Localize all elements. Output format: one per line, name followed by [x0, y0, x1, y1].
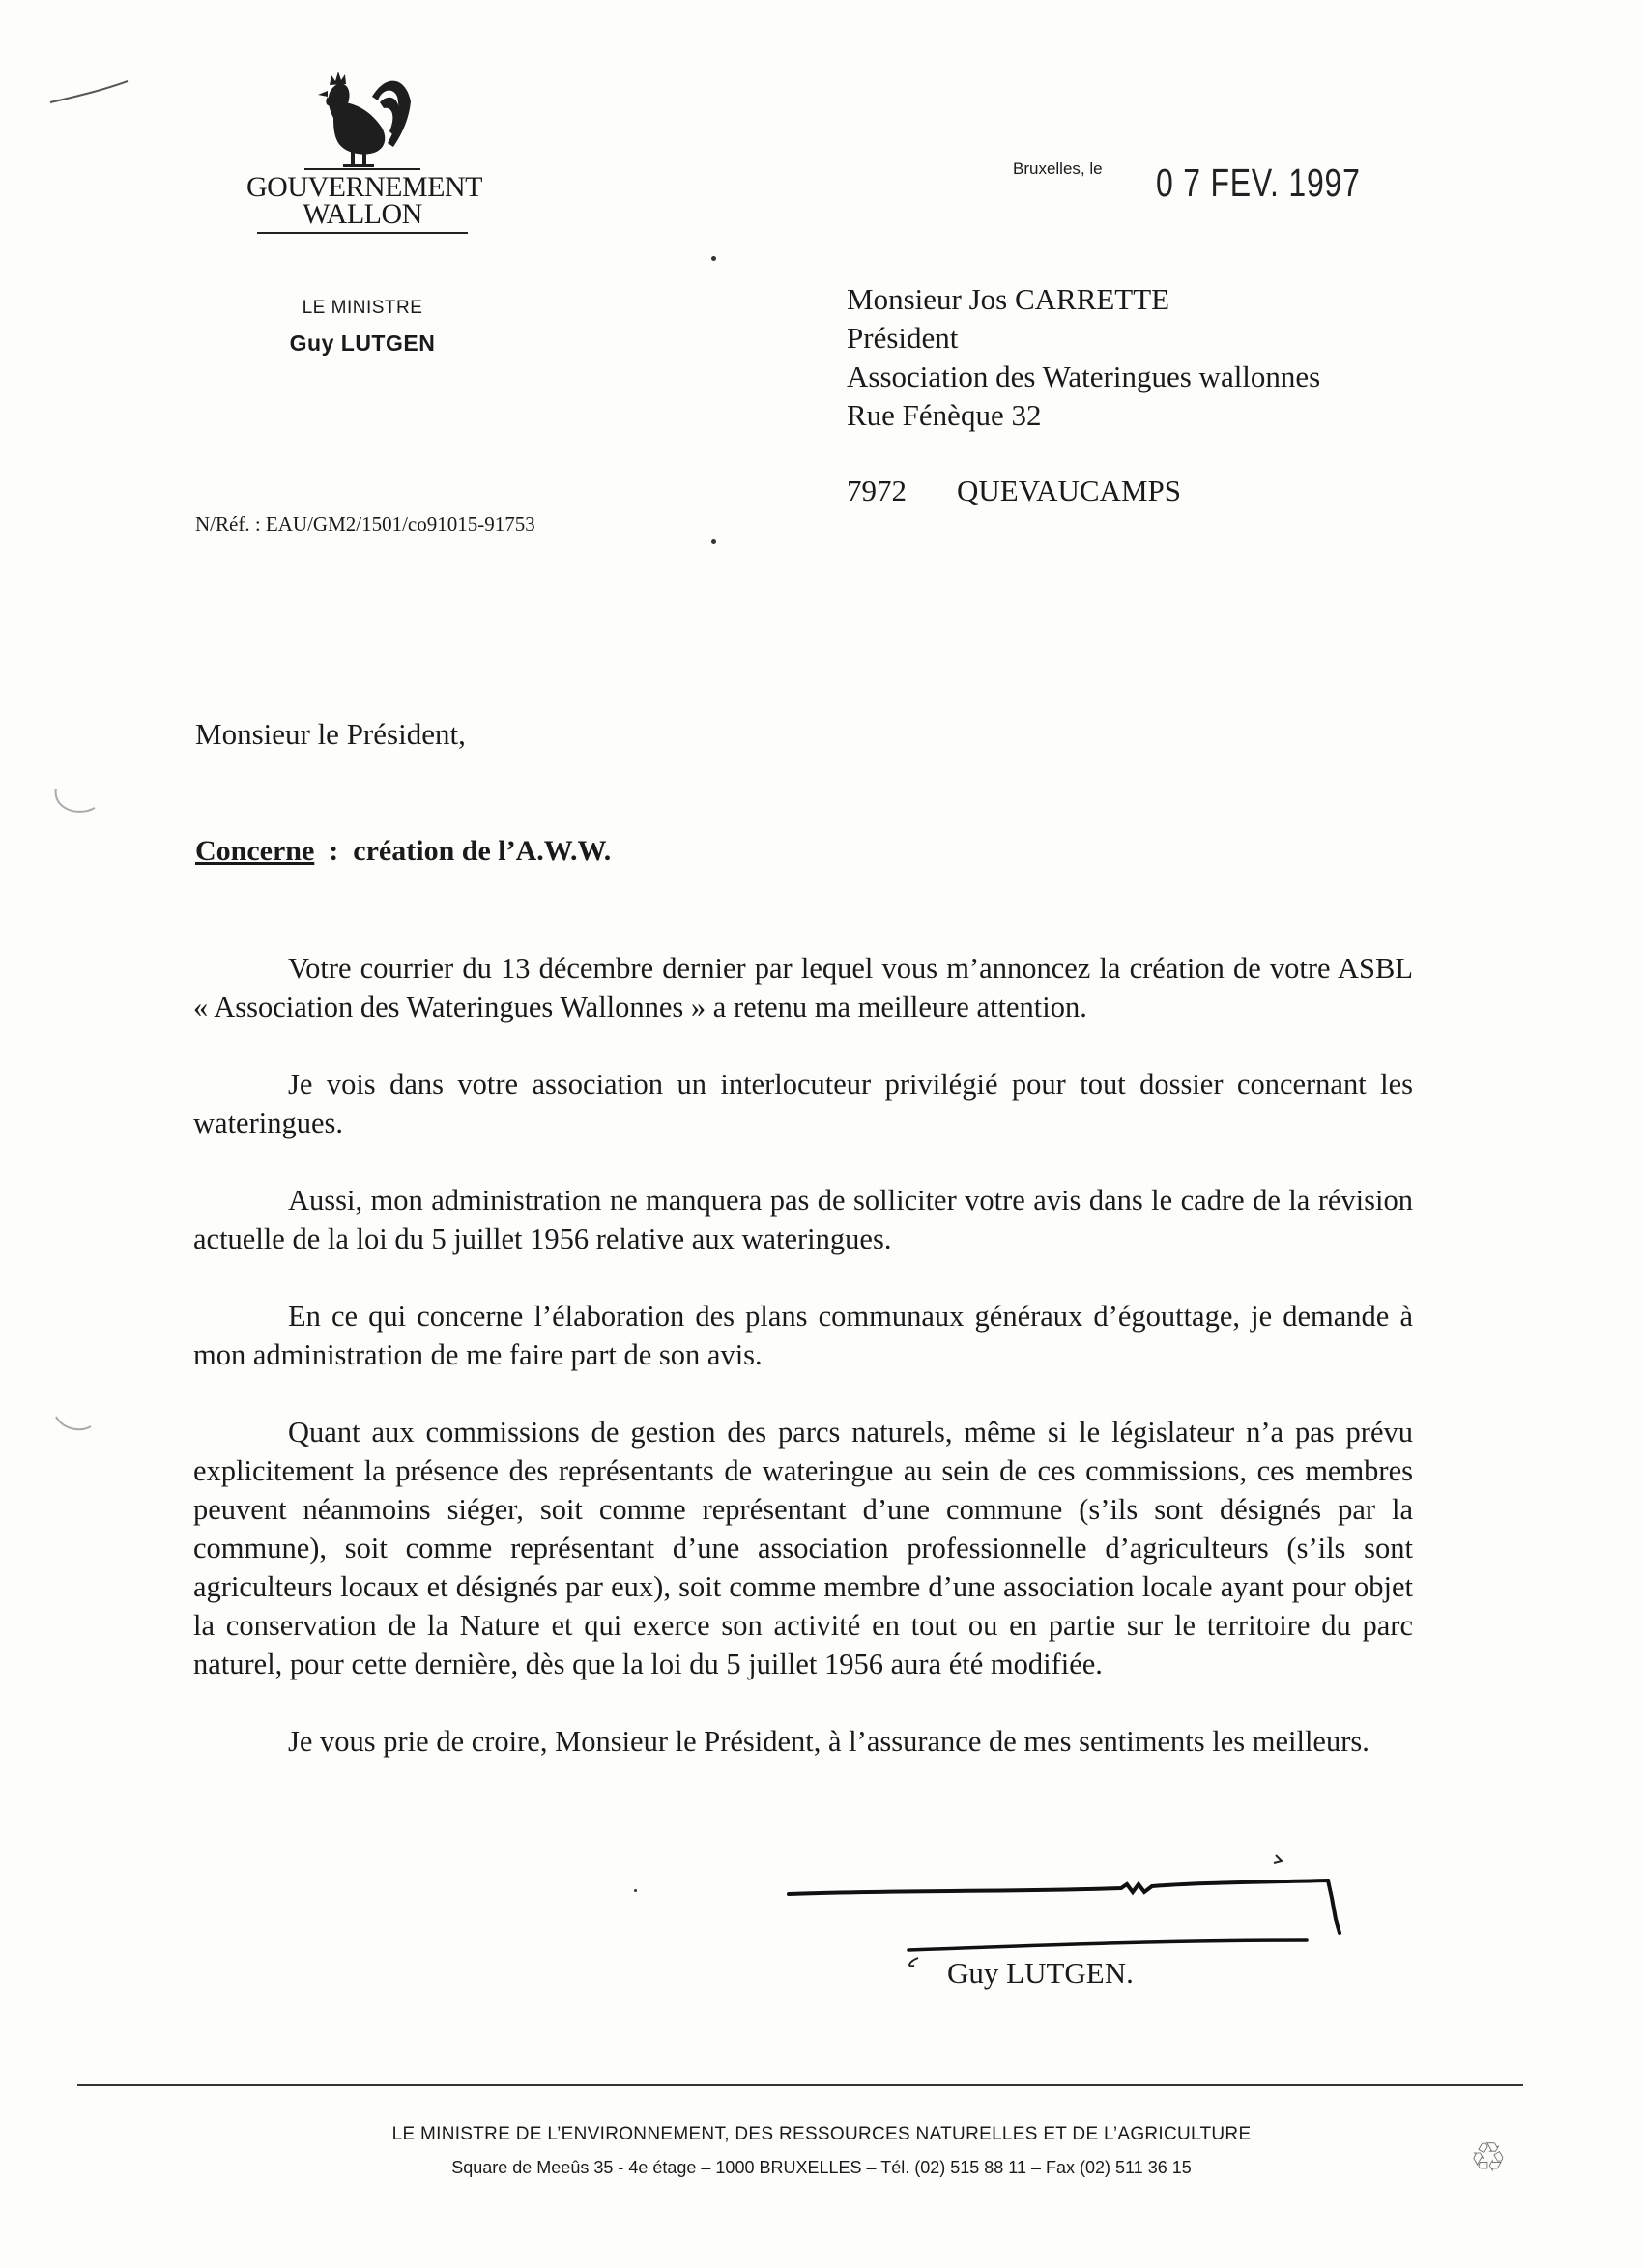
letter-body	[193, 949, 1413, 1799]
body-paragraph: Quant aux commissions de gestion des parcs naturels, même si le législateur n’a pas prévu explicitement la présence des représentants de wateringue au sein de ces commissions, ces membres peuvent néanmoins siéger, soit comme représentant d’une commune (s’ils sont désignés par la commune), soit comme représentant d’une association professionnelle d’agriculteurs (s’ils sont agriculteurs locaux et désignés par eux), soit comme membre d’une association locale ayant pour objet la conservation de la Nature et qui exerce son activité en tout ou en partie sur le territoire du parc naturel, pour cette dernière, dès que la loi du 5 juillet 1956 aura été modifiée.	[193, 1416, 1413, 1680]
footer-rule	[77, 2084, 1523, 2086]
subject-text: création de l’A.W.W.	[353, 835, 612, 867]
scan-dot	[711, 539, 716, 544]
minister-name: Guy LUTGEN	[289, 330, 436, 356]
letterhead-rule	[257, 232, 468, 234]
footer-address: Square de Meeûs 35 - 4e étage – 1000 BRUXELLES – Tél. (02) 515 88 11 – Fax (02) 511 36 15	[451, 2158, 1192, 2177]
recipient-city: QUEVAUCAMPS	[957, 474, 1181, 507]
subject-label: Concerne	[195, 835, 315, 867]
recipient-name: Monsieur Jos CARRETTE	[847, 282, 1170, 316]
footer-ministry: LE MINISTRE DE L’ENVIRONNEMENT, DES RESSOURCES NATURELLES ET DE L’AGRICULTURE	[391, 2124, 1252, 2144]
body-paragraph: Je vous prie de croire, Monsieur le Président, à l’assurance de mes sentiments les meilleurs.	[288, 1725, 1369, 1758]
body-paragraph: Je vois dans votre association un interlocuteur privilégié pour tout dossier concernant les wateringues.	[193, 1068, 1413, 1139]
government-name-line1: GOUVERNEMENT	[246, 171, 482, 203]
handwritten-signature	[773, 1844, 1372, 1969]
recipient-postcode: 7972	[847, 474, 907, 507]
government-name-line2: WALLON	[303, 198, 422, 230]
scan-mark	[46, 68, 133, 116]
recipient-address	[847, 280, 1320, 435]
recipient-city-line	[847, 474, 1181, 508]
reference-number: N/Réf. : EAU/GM2/1501/co91015-91753	[195, 512, 535, 535]
date-stamp: 0 7 FEV. 1997	[1156, 160, 1361, 205]
signatory-name: Guy LUTGEN.	[947, 1956, 1134, 1990]
body-paragraph: Votre courrier du 13 décembre dernier par lequel vous m’annoncez la création de votre ASBL « Association des Wateringues Wallonnes » a retenu ma meilleure attention.	[193, 952, 1413, 1023]
subject-line	[195, 835, 611, 868]
body-paragraph: En ce qui concerne l’élaboration des plans communaux généraux d’égouttage, je demande à mon administration de me faire part de son avis.	[193, 1300, 1413, 1371]
scan-dot	[711, 256, 716, 261]
scan-mark	[48, 783, 106, 831]
subject-separator: :	[314, 835, 354, 867]
government-logo	[246, 68, 482, 234]
recycle-icon: ♲	[1470, 2137, 1507, 2181]
scan-dot	[634, 1889, 637, 1892]
body-paragraph: Aussi, mon administration ne manquera pas de solliciter votre avis dans le cadre de la révision actuelle de la loi du 5 juillet 1956 relative aux wateringues.	[193, 1184, 1413, 1255]
minister-title: LE MINISTRE	[302, 298, 423, 318]
scan-mark	[52, 1411, 101, 1440]
date-prefix: Bruxelles, le	[1013, 159, 1103, 178]
minister-block	[246, 298, 478, 357]
salutation: Monsieur le Président,	[195, 717, 466, 751]
recipient-organization: Association des Wateringues wallonnes	[847, 359, 1321, 393]
rooster-icon	[304, 68, 420, 174]
recipient-title: Président	[847, 321, 959, 355]
recipient-street: Rue Fénèque 32	[847, 398, 1042, 432]
